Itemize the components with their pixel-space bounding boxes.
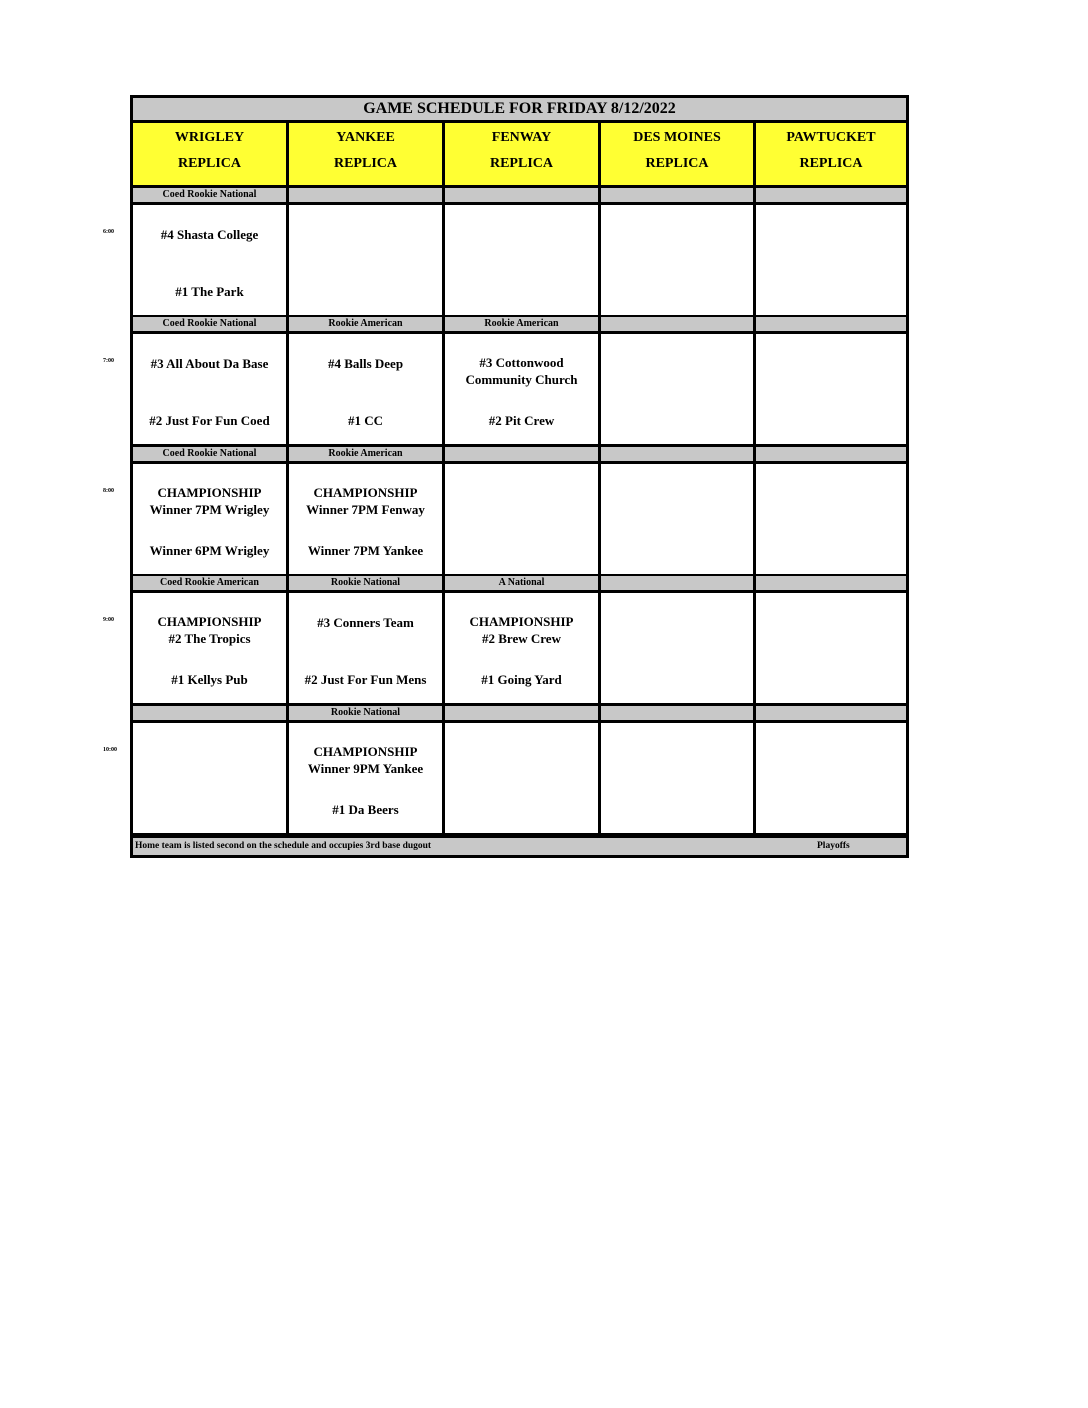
- away-team: [289, 614, 442, 631]
- time-label: 7:00: [103, 358, 114, 364]
- game-cell: [445, 464, 598, 574]
- game-cell: [133, 464, 286, 574]
- away-team-line: CHAMPIONSHIP: [313, 744, 418, 759]
- field-header-des-moines: [601, 123, 753, 185]
- away-team: [133, 355, 286, 372]
- time-label: 9:00: [103, 617, 114, 623]
- away-team-line: CHAMPIONSHIP: [313, 485, 418, 500]
- field-type: REPLICA: [333, 156, 397, 171]
- game-cell: [133, 593, 286, 703]
- home-team: #1 Going Yard: [481, 672, 562, 687]
- away-team: [133, 613, 286, 647]
- away-team-line: #4 Shasta College: [160, 227, 259, 242]
- home-team: #2 Pit Crew: [488, 413, 555, 428]
- division-label: Coed Rookie National: [133, 317, 286, 331]
- away-team-line: #4 Balls Deep: [327, 356, 404, 371]
- away-team-line: #2 The Tropics: [168, 631, 251, 646]
- game-cell: [289, 464, 442, 574]
- game-cell: [445, 593, 598, 703]
- division-label: [756, 706, 906, 720]
- away-team: [133, 484, 286, 518]
- schedule-table: [130, 95, 909, 858]
- game-cell: [445, 723, 598, 833]
- away-team: [445, 613, 598, 647]
- field-type: REPLICA: [645, 156, 709, 171]
- field-name: PAWTUCKET: [786, 130, 876, 145]
- playoffs-label: Playoffs: [817, 841, 850, 851]
- home-team-note: Home team is listed second on the schedule and occupies 3rd base dugout: [135, 841, 432, 851]
- away-team-line: Winner 7PM Wrigley: [149, 502, 270, 517]
- division-label: [601, 317, 753, 331]
- away-team: [289, 355, 442, 372]
- division-label: [289, 188, 442, 202]
- game-cell: [289, 723, 442, 833]
- division-label: [756, 447, 906, 461]
- field-name: DES MOINES: [633, 130, 721, 145]
- away-team-line: Winner 9PM Yankee: [307, 761, 424, 776]
- division-label: [601, 706, 753, 720]
- away-team-line: #3 Cottonwood: [479, 355, 564, 370]
- time-label: 6:00: [103, 229, 114, 235]
- field-name: YANKEE: [336, 130, 395, 145]
- home-team: #1 Da Beers: [332, 802, 399, 817]
- away-team-line: #3 All About Da Base: [150, 356, 269, 371]
- division-label: [133, 706, 286, 720]
- home-team: #1 Kellys Pub: [171, 672, 248, 687]
- away-team-line: CHAMPIONSHIP: [469, 614, 574, 629]
- away-team: [289, 743, 442, 777]
- game-cell: [133, 205, 286, 315]
- field-type: REPLICA: [177, 156, 241, 171]
- division-label: Coed Rookie National: [133, 447, 286, 461]
- game-cell: [601, 464, 753, 574]
- field-type: REPLICA: [799, 156, 863, 171]
- division-label: Rookie American: [289, 447, 442, 461]
- division-label: Coed Rookie American: [133, 576, 286, 590]
- field-name: WRIGLEY: [174, 130, 245, 145]
- division-label: [756, 576, 906, 590]
- away-team: [445, 354, 598, 388]
- game-cell: [756, 723, 906, 833]
- home-team: Winner 7PM Yankee: [307, 543, 424, 558]
- division-label: [756, 188, 906, 202]
- division-label: Rookie National: [289, 576, 442, 590]
- division-label: Rookie American: [289, 317, 442, 331]
- away-team-line: CHAMPIONSHIP: [157, 485, 262, 500]
- time-label: 8:00: [103, 488, 114, 494]
- field-name: FENWAY: [491, 130, 552, 145]
- time-label: 10:00: [103, 747, 117, 753]
- field-header-fenway: [445, 123, 598, 185]
- division-label: Coed Rookie National: [133, 188, 286, 202]
- division-label: [445, 706, 598, 720]
- home-team: Winner 6PM Wrigley: [149, 543, 270, 558]
- division-label: [601, 447, 753, 461]
- away-team-line: #2 Brew Crew: [482, 631, 561, 646]
- game-cell: [601, 723, 753, 833]
- game-cell: [601, 205, 753, 315]
- schedule-footer: [133, 838, 906, 855]
- game-cell: [601, 593, 753, 703]
- away-team-line: Winner 7PM Fenway: [306, 502, 425, 517]
- game-cell: [756, 205, 906, 315]
- game-cell: [756, 334, 906, 444]
- schedule-title: GAME SCHEDULE FOR FRIDAY 8/12/2022: [133, 98, 906, 120]
- field-header-pawtucket: [756, 123, 906, 185]
- division-label: A National: [445, 576, 598, 590]
- game-cell: [756, 593, 906, 703]
- game-cell: [133, 723, 286, 833]
- division-label: [601, 188, 753, 202]
- division-label: [445, 447, 598, 461]
- home-team: #1 The Park: [175, 284, 244, 299]
- field-type: REPLICA: [489, 156, 553, 171]
- away-team-line: #3 Conners Team: [317, 615, 414, 630]
- game-cell: [756, 464, 906, 574]
- away-team-line: Community Church: [465, 372, 578, 387]
- game-cell: [289, 593, 442, 703]
- game-cell: [445, 205, 598, 315]
- away-team: [289, 484, 442, 518]
- game-cell: [289, 334, 442, 444]
- division-label: [601, 576, 753, 590]
- game-cell: [133, 334, 286, 444]
- game-cell: [601, 334, 753, 444]
- home-team: #2 Just For Fun Coed: [149, 413, 270, 428]
- division-label: Rookie National: [289, 706, 442, 720]
- game-cell: [289, 205, 442, 315]
- field-header-wrigley: [133, 123, 286, 185]
- home-team: #2 Just For Fun Mens: [304, 672, 427, 687]
- away-team: [133, 226, 286, 243]
- home-team: #1 CC: [347, 413, 384, 428]
- away-team-line: CHAMPIONSHIP: [157, 614, 262, 629]
- division-label: [756, 317, 906, 331]
- field-header-yankee: [289, 123, 442, 185]
- division-label: [445, 188, 598, 202]
- game-cell: [445, 334, 598, 444]
- division-label: Rookie American: [445, 317, 598, 331]
